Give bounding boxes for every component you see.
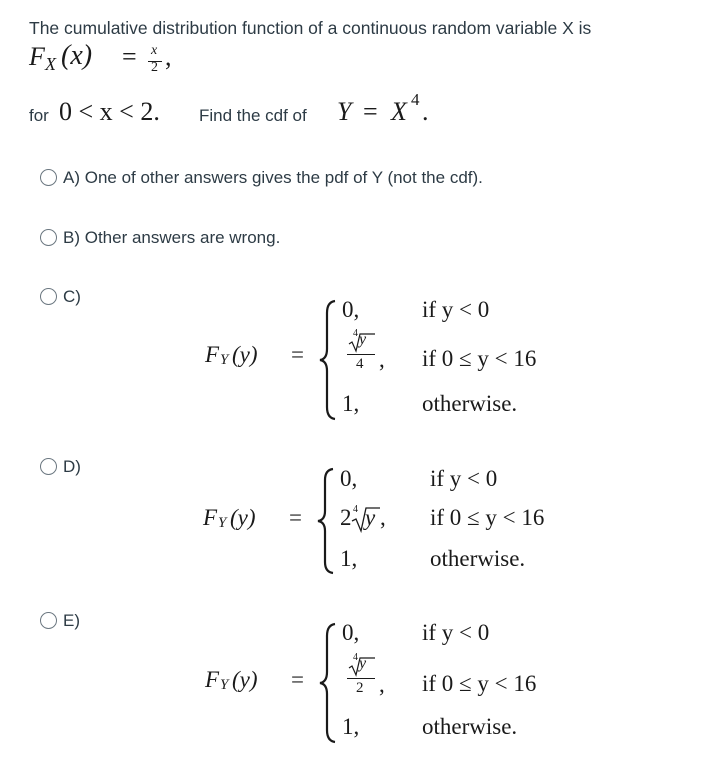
case-2-den: 4	[356, 356, 364, 372]
case-3-value: 1,	[342, 391, 360, 416]
case-1-condition: if y < 0	[422, 620, 490, 645]
lhs-f: F	[203, 505, 218, 530]
case-2-value	[340, 505, 420, 535]
option-d-radio[interactable]	[40, 458, 57, 475]
root-arg: y	[365, 505, 376, 530]
case-3-value: 1,	[340, 546, 358, 571]
cdf-fraction	[148, 43, 162, 77]
root-index: 4	[353, 504, 358, 515]
cdf-den: 2	[151, 60, 158, 75]
left-brace	[317, 299, 339, 421]
y-def-x: X	[391, 97, 407, 126]
option-b-radio[interactable]	[40, 229, 57, 246]
option-d-formula	[203, 463, 623, 583]
y-def-eq: =	[363, 97, 378, 126]
cdf-eq: =	[122, 42, 137, 71]
cdf-formula	[29, 42, 189, 82]
option-c-formula	[205, 295, 605, 425]
case-2-comma: ,	[380, 505, 386, 530]
case-3-value: 1,	[342, 714, 360, 739]
y-def-period: .	[422, 97, 429, 126]
case-2-condition: if 0 ≤ y < 16	[422, 346, 537, 371]
lhs-arg: (y)	[230, 505, 256, 530]
case-2-den: 2	[356, 680, 364, 696]
lhs-arg: (y)	[232, 342, 258, 367]
cdf-lhs-f: F	[29, 42, 45, 71]
option-d-label[interactable]: D)	[63, 457, 81, 476]
y-def-y: Y	[337, 97, 352, 126]
root-index: 4	[353, 652, 358, 663]
case-2-comma: ,	[379, 672, 385, 697]
option-b-label[interactable]: B) Other answers are wrong.	[63, 228, 281, 247]
case-2-condition: if 0 ≤ y < 16	[422, 671, 537, 696]
lhs-f: F	[205, 342, 220, 367]
case-1-value: 0,	[342, 297, 360, 322]
for-text: for	[29, 106, 49, 125]
case-1-value: 0,	[340, 466, 358, 491]
case-3-condition: otherwise.	[422, 391, 518, 416]
lhs-sub: Y	[220, 352, 229, 368]
option-a-radio[interactable]	[40, 169, 57, 186]
question-intro: The cumulative distribution function of a continuous random variable X is	[29, 18, 592, 38]
case-1-condition: if y < 0	[430, 466, 498, 491]
range-expr: 0 < x < 2.	[59, 97, 160, 126]
root-arg: y	[359, 331, 367, 348]
cdf-lhs-arg: (x)	[61, 40, 93, 71]
case-2-value	[345, 328, 379, 379]
find-text: Find the cdf of	[199, 106, 307, 125]
cdf-lhs-sub: X	[45, 54, 56, 74]
cdf-comma: ,	[165, 42, 172, 71]
lhs-f: F	[205, 667, 220, 692]
case-3-condition: otherwise.	[430, 546, 526, 571]
case-2-comma: ,	[379, 347, 385, 372]
case-2-condition: if 0 ≤ y < 16	[430, 505, 545, 530]
case-1-value: 0,	[342, 620, 360, 645]
option-e-label[interactable]: E)	[63, 611, 80, 630]
lhs-eq: =	[289, 505, 302, 530]
case-2-coef: 2	[340, 505, 352, 530]
lhs-arg: (y)	[232, 667, 258, 692]
question-line-2	[29, 90, 469, 131]
case-2-value	[345, 652, 379, 703]
root-arg: y	[359, 655, 367, 672]
option-a-label[interactable]: A) One of other answers gives the pdf of Y (not the cdf).	[63, 168, 483, 187]
cdf-num: x	[151, 43, 158, 58]
case-3-condition: otherwise.	[422, 714, 518, 739]
left-brace	[317, 622, 339, 744]
lhs-eq: =	[291, 342, 304, 367]
y-def-pow: 4	[411, 90, 420, 109]
left-brace	[315, 467, 337, 575]
lhs-eq: =	[291, 667, 304, 692]
option-e-formula	[205, 618, 605, 748]
lhs-sub: Y	[218, 515, 227, 531]
option-c-label[interactable]: C)	[63, 287, 81, 306]
lhs-sub: Y	[220, 677, 229, 693]
case-1-condition: if y < 0	[422, 297, 490, 322]
option-c-radio[interactable]	[40, 288, 57, 305]
option-e-radio[interactable]	[40, 612, 57, 629]
root-index: 4	[353, 328, 358, 339]
